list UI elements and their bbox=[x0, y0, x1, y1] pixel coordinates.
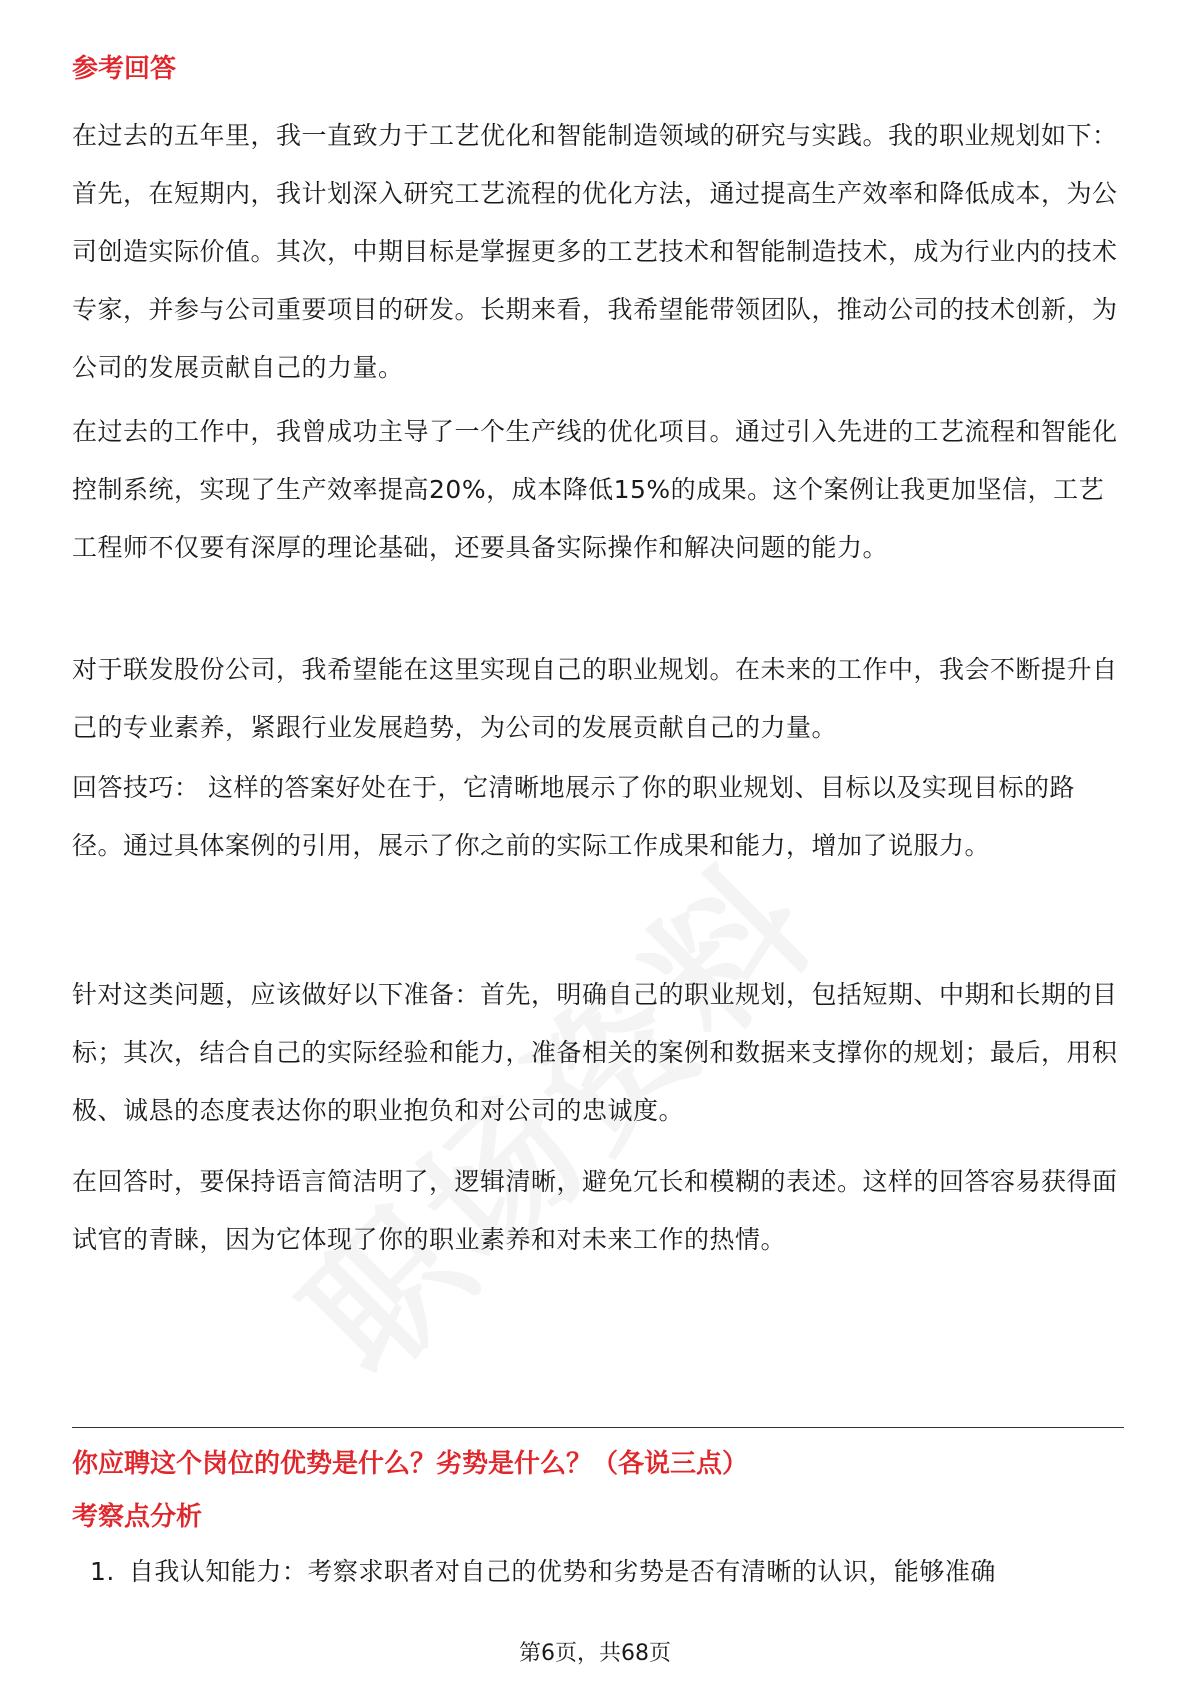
analysis-heading: 考察点分析 bbox=[72, 1502, 203, 1532]
list-item-text: 自我认知能力：考察求职者对自己的优势和劣势是否有清晰的认识，能够准确 bbox=[128, 1557, 996, 1586]
divider bbox=[72, 1427, 1124, 1428]
paragraph-tips: 回答技巧： 这样的答案好处在于，它清晰地展示了你的职业规划、目标以及实现目标的路径。通过具体案例的引用，展示了你之前的实际工作成果和能力，增加了说服力。 bbox=[72, 773, 1075, 860]
paragraph: 在过去的工作中，我曾成功主导了一个生产线的优化项目。通过引入先进的工艺流程和智能化控制系统，实现了生产效率提高20%，成本降低15%的成果。这个案例让我更加坚信，工艺工程师不仅要有深厚的理论基础，还要具备实际操作和解决问题的能力。 bbox=[72, 417, 1118, 562]
paragraph: 对于联发股份公司，我希望能在这里实现自己的职业规划。在未来的工作中，我会不断提升自己的专业素养，紧跟行业发展趋势，为公司的发展贡献自己的力量。 bbox=[72, 655, 1118, 742]
list-item bbox=[90, 1552, 1130, 1592]
list-item-number: 1. bbox=[90, 1557, 115, 1586]
question-title: 你应聘这个岗位的优势是什么？劣势是什么？（各说三点） bbox=[72, 1449, 749, 1479]
paragraph: 针对这类问题，应该做好以下准备：首先，明确自己的职业规划，包括短期、中期和长期的目标；其次，结合自己的实际经验和能力，准备相关的案例和数据来支撑你的规划；最后，用积极、诚恳的态度表达你的职业抱负和对公司的忠诚度。 bbox=[72, 980, 1118, 1125]
section-heading-reference: 参考回答 bbox=[72, 54, 177, 84]
paragraph: 在回答时，要保持语言简洁明了，逻辑清晰，避免冗长和模糊的表述。这样的回答容易获得面试官的青睐，因为它体现了你的职业素养和对未来工作的热情。 bbox=[72, 1167, 1118, 1254]
page-number-footer: 第6页，共68页 bbox=[519, 1641, 671, 1666]
paragraph: 在过去的五年里，我一直致力于工艺优化和智能制造领域的研究与实践。我的职业规划如下：首先，在短期内，我计划深入研究工艺流程的优化方法，通过提高生产效率和降低成本，为公司创造实际价值。其次，中期目标是掌握更多的工艺技术和智能制造技术，成为行业内的技术专家，并参与公司重要项目的研发。长期来看，我希望能带领团队，推动公司的技术创新，为公司的发展贡献自己的力量。 bbox=[72, 121, 1118, 382]
